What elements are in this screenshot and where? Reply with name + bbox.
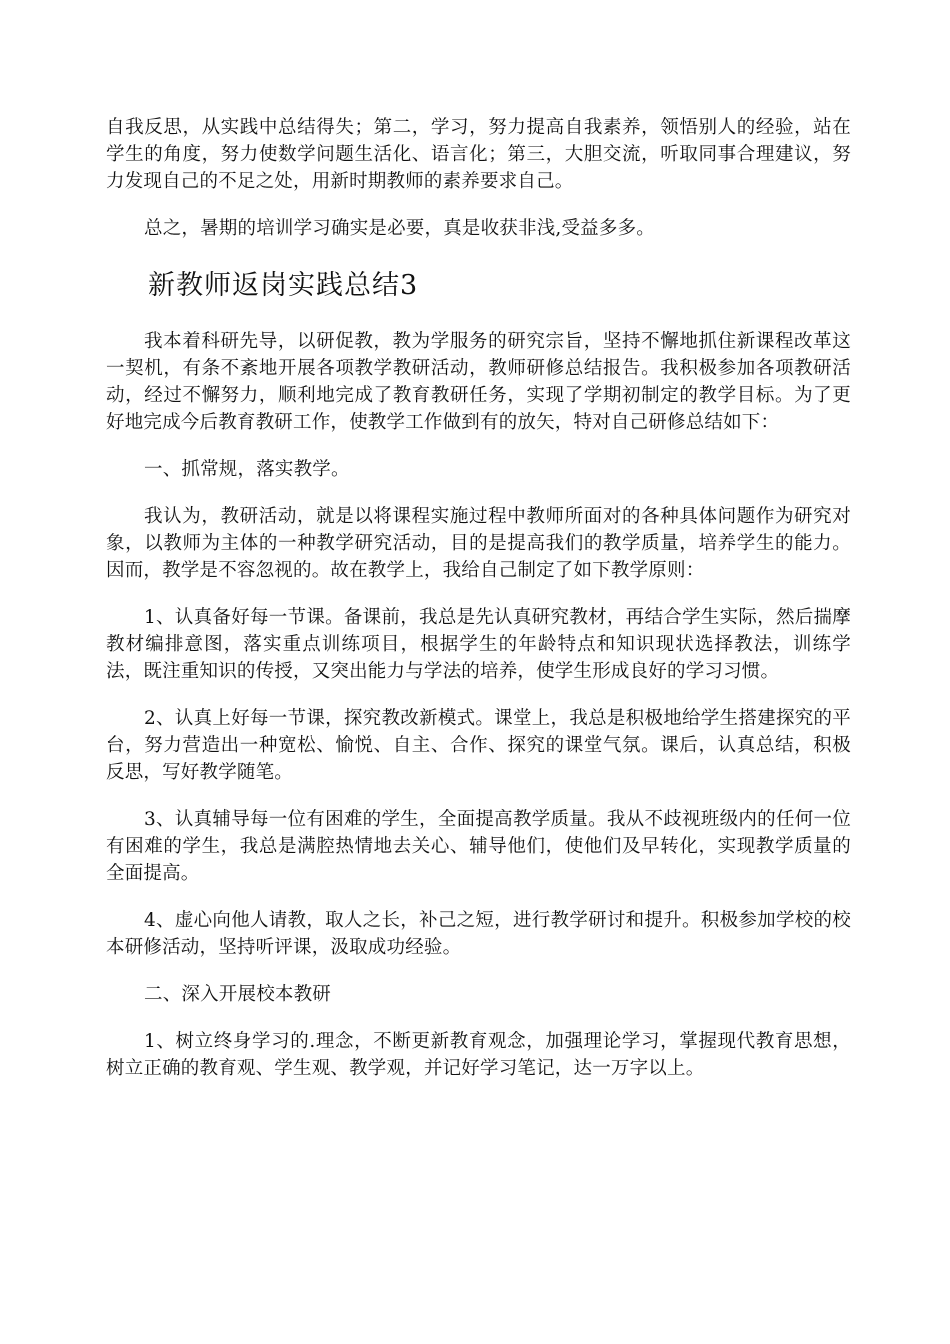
list-item-5: 1、树立终身学习的.理念，不断更新教育观念，加强理论学习，掌握现代教育思想，树立正确的教育观、学生观、教学观，并记好学习笔记，达一万字以上。 (106, 1031, 851, 1079)
conclusion-paragraph: 总之，暑期的培训学习确实是必要，真是收获非浅,受益多多。 (144, 218, 655, 239)
section-title: 新教师返岗实践总结3 (148, 270, 419, 301)
paragraph-1: 我本着科研先导，以研促教，教为学服务的研究宗旨，坚持不懈地抓住新课程改革这一契机，有条不紊地开展各项教学教研活动，教师研修总结报告。我积极参加各项教研活动，经过不懈努力，顺利地完成了教育教研任务，实现了学期初制定的教学目标。为了更好地完成今后教育教研工作，使教学工作做到有的放矢，特对自己研修总结如下： (106, 331, 851, 433)
document-page (106, 114, 851, 1082)
subheading-2: 二、深入开展校本教研 (144, 984, 332, 1005)
paragraph-2: 我认为，教研活动，就是以将课程实施过程中教师所面对的各种具体问题作为研究对象，以教师为主体的一种教学研究活动，目的是提高我们的教学质量，培养学生的能力。因而，教学是不容忽视的。故在教学上，我给自己制定了如下教学原则： (106, 506, 851, 581)
list-item-4: 4、虚心向他人请教，取人之长，补己之短，进行教学研讨和提升。积极参加学校的校本研修活动，坚持听评课，汲取成功经验。 (106, 910, 851, 958)
list-item-3: 3、认真辅导每一位有困难的学生，全面提高教学质量。我从不歧视班级内的任何一位有困难的学生，我总是满腔热情地去关心、辅导他们，使他们及早转化，实现教学质量的全面提高。 (106, 809, 851, 884)
intro-paragraph: 自我反思，从实践中总结得失；第二，学习，努力提高自我素养，领悟别人的经验，站在学生的角度，努力使数学问题生活化、语言化；第三，大胆交流，听取同事合理建议，努力发现自己的不足之处，用新时期教师的素养要求自己。 (106, 117, 851, 192)
list-item-1: 1、认真备好每一节课。备课前，我总是先认真研究教材，再结合学生实际，然后揣摩教材编排意图，落实重点训练项目，根据学生的年龄特点和知识现状选择教法，训练学法，既注重知识的传授，又突出能力与学法的培养，使学生形成良好的学习习惯。 (106, 607, 851, 682)
subheading-1: 一、抓常规，落实教学。 (144, 459, 350, 480)
list-item-2: 2、认真上好每一节课，探究教改新模式。课堂上，我总是积极地给学生搭建探究的平台，努力营造出一种宽松、愉悦、自主、合作、探究的课堂气氛。课后，认真总结，积极反思，写好教学随笔。 (106, 708, 851, 783)
